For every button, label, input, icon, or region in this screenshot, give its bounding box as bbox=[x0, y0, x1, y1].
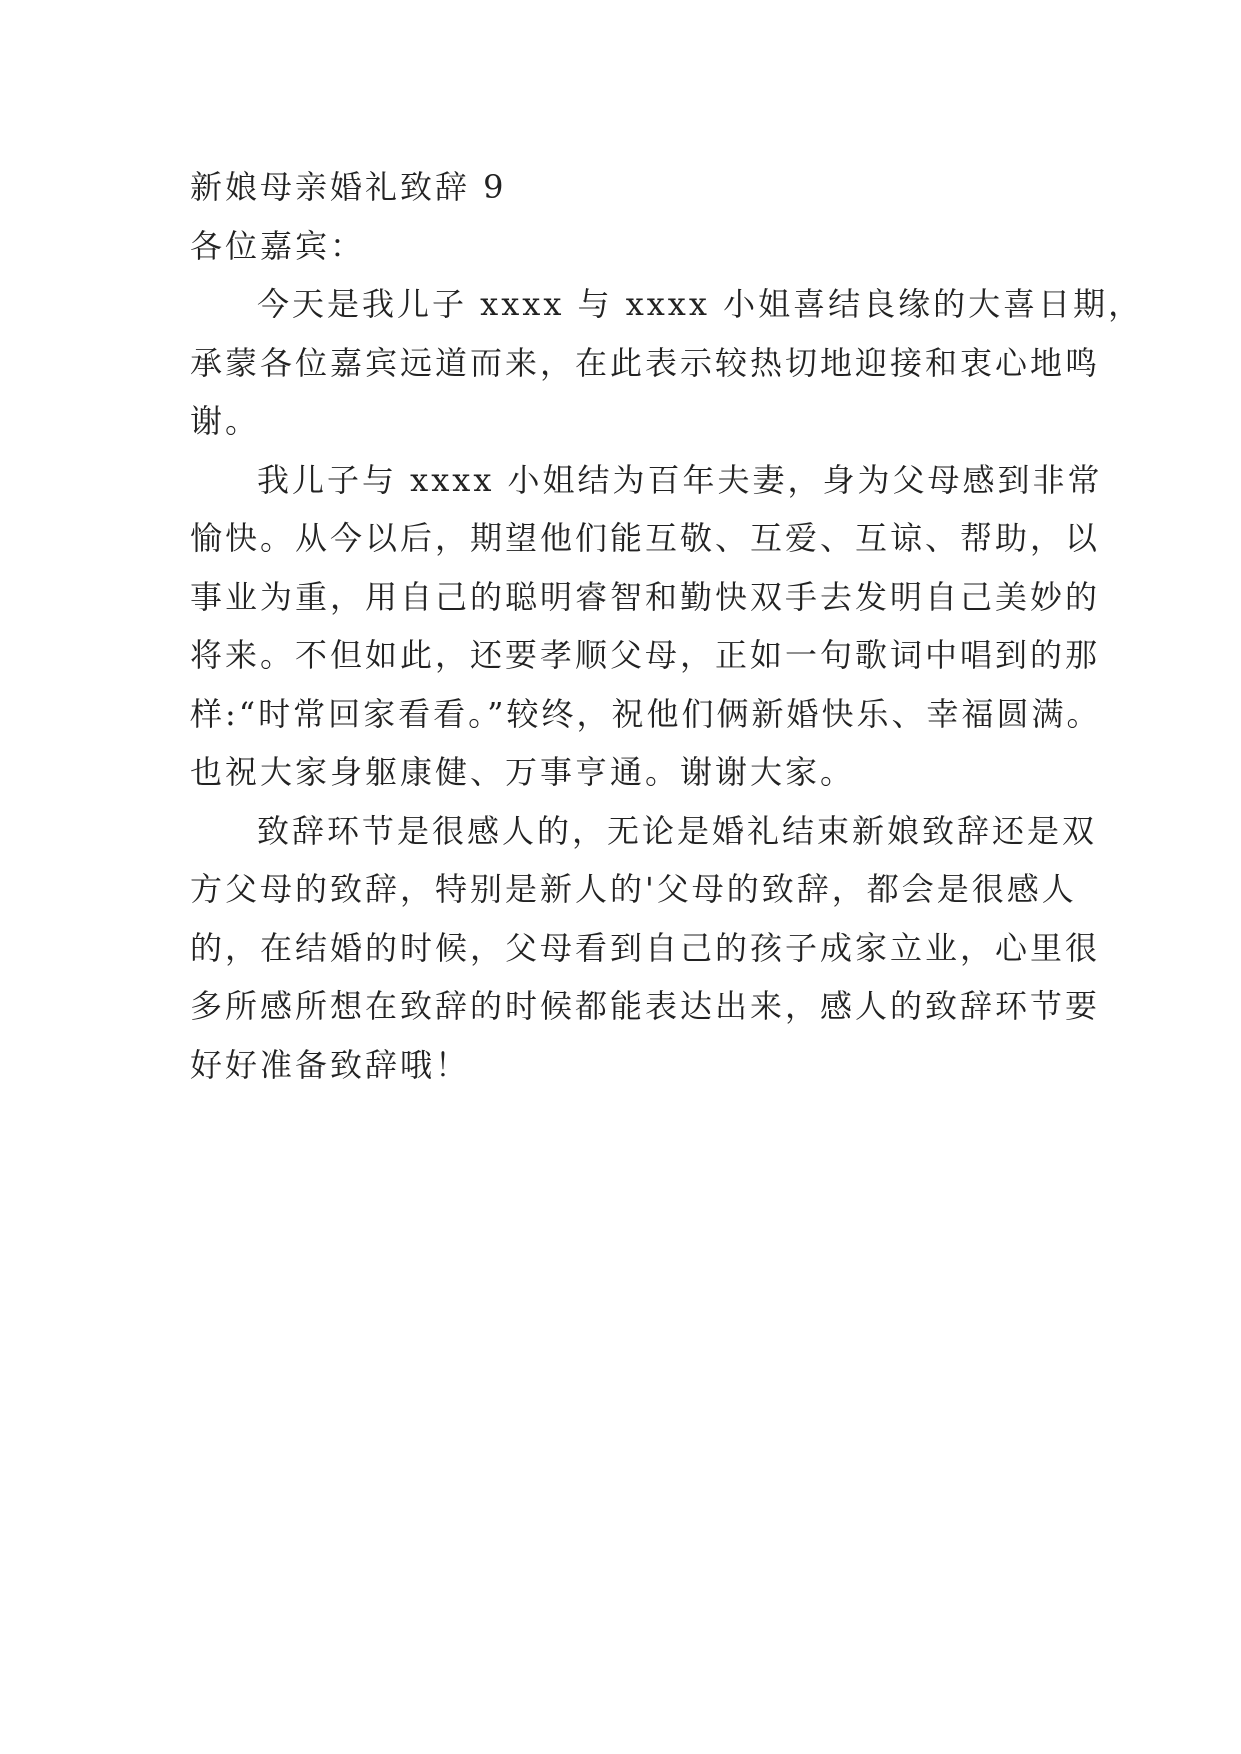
paragraph-line: 方父母的致辞，特别是新人的'父母的致辞，都会是很感人 bbox=[190, 870, 1077, 908]
paragraph-3 bbox=[190, 802, 1101, 1095]
paragraph-line: 样:“时常回家看看。”较终，祝他们俩新婚快乐、幸福圆满。 bbox=[190, 694, 1102, 733]
paragraph-line: 致辞环节是很感人的，无论是婚礼结束新娘致辞还是双 bbox=[257, 811, 1098, 850]
paragraph-line: 多所感所想在致辞的时候都能表达出来，感人的致辞环节要 bbox=[190, 987, 1101, 1025]
paragraph-1 bbox=[190, 275, 1144, 451]
paragraph-line: 也祝大家身躯康健、万事亨通。谢谢大家。 bbox=[190, 753, 856, 791]
paragraph-2 bbox=[190, 451, 1103, 802]
paragraph-line: 将来。不但如此，还要孝顺父母，正如一句歌词中唱到的那 bbox=[190, 636, 1101, 674]
paragraph-line: 事业为重，用自己的聪明睿智和勤快双手去发明自己美妙的 bbox=[190, 577, 1101, 616]
document-title: 新娘母亲婚礼致辞 9 bbox=[190, 168, 507, 206]
paragraph-line: 承蒙各位嘉宾远道而来，在此表示较热切地迎接和衷心地鸣 bbox=[190, 343, 1101, 382]
document-body bbox=[190, 158, 1144, 1094]
paragraph-line: 今天是我儿子 xxxx 与 xxxx 小姐喜结良缘的大喜日期， bbox=[257, 285, 1144, 323]
paragraph-line: 愉快。从今以后，期望他们能互敬、互爱、互谅、帮助，以 bbox=[190, 519, 1101, 557]
paragraph-line: 的，在结婚的时候，父母看到自己的孩子成家立业，心里很 bbox=[190, 928, 1101, 967]
paragraph-line: 好好准备致辞哦！ bbox=[190, 1045, 471, 1084]
paragraph-line: 谢。 bbox=[190, 402, 261, 440]
salutation: 各位嘉宾： bbox=[190, 226, 366, 265]
paragraph-line: 我儿子与 xxxx 小姐结为百年夫妻，身为父母感到非常 bbox=[257, 460, 1103, 499]
